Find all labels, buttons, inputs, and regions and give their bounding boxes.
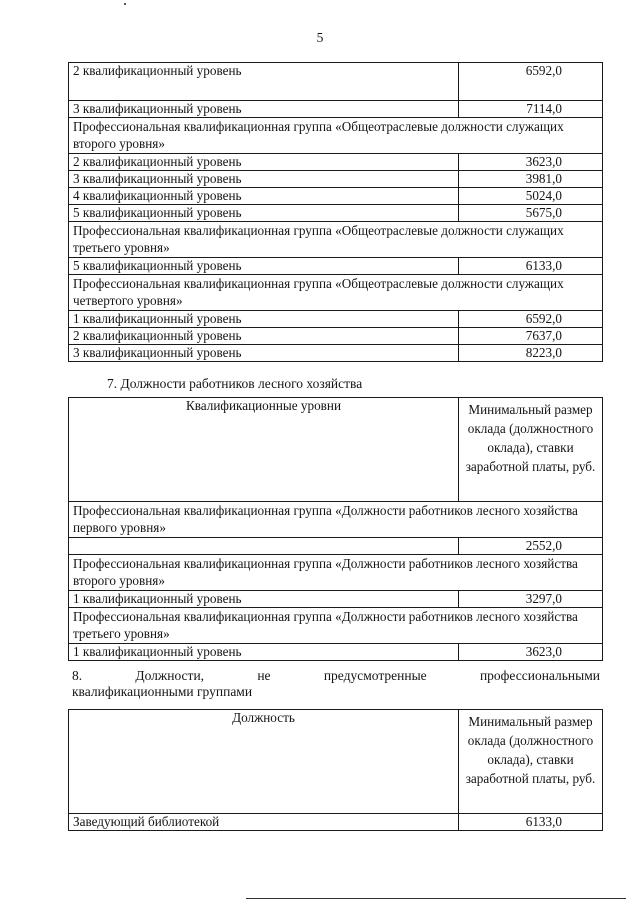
table-row [69,814,603,831]
forestry-salary-table [68,397,603,661]
group-label: Профессиональная квалификационная группа «Должности работников лесного хозяйства второго уровня» [69,555,603,591]
group-label: Профессиональная квалификационная группа «Общеотраслевые должности служащих второго уровня» [69,118,603,154]
table-row [69,311,603,328]
section-8-heading-line1: 8. Должности, не предусмотренные профессиональными [72,668,600,683]
level-label: 3 квалификационный уровень [69,171,459,188]
table-row [69,101,603,118]
salary-value: 2552,0 [459,538,603,555]
level-label: 1 квалификационный уровень [69,311,459,328]
table-row [69,154,603,171]
col-header-salary: Минимальный размер оклада (должностного оклада), ставки заработной платы, руб. [459,398,603,502]
level-label: 3 квалификационный уровень [69,345,459,362]
col-header-levels: Квалификационные уровни [69,398,459,502]
salary-value: 3297,0 [459,591,603,608]
group-row [69,222,603,258]
group-row [69,118,603,154]
level-label: 1 квалификационный уровень [69,644,459,661]
salary-value: 7637,0 [459,328,603,345]
level-label: 5 квалификационный уровень [69,258,459,275]
salary-value: 3623,0 [459,644,603,661]
group-label: Профессиональная квалификационная группа «Должности работников лесного хозяйства первого уровня» [69,502,603,538]
level-label: 2 квалификационный уровень [69,328,459,345]
other-positions-table [68,709,603,831]
salary-value: 6133,0 [459,814,603,831]
group-row [69,608,603,644]
group-label: Профессиональная квалификационная группа «Общеотраслевые должности служащих третьего уровня» [69,222,603,258]
salary-value: 8223,0 [459,345,603,362]
header-row [69,710,603,814]
salary-value: 6592,0 [459,311,603,328]
salary-value: 5024,0 [459,188,603,205]
salary-value: 3623,0 [459,154,603,171]
table-row [69,188,603,205]
level-label: 3 квалификационный уровень [69,101,459,118]
table-row [69,171,603,188]
salary-value: 7114,0 [459,101,603,118]
group-row [69,502,603,538]
salary-value: 6592,0 [459,63,603,101]
group-row [69,555,603,591]
table-row [69,345,603,362]
salary-table-continued [68,62,603,362]
scan-speck [124,3,126,5]
salary-value: 6133,0 [459,258,603,275]
level-label: 5 квалификационный уровень [69,205,459,222]
level-label: 1 квалификационный уровень [69,591,459,608]
level-label [69,538,459,555]
table-row [69,205,603,222]
table-row [69,591,603,608]
level-label: 2 квалификационный уровень [69,63,459,101]
section-7-heading: 7. Должности работников лесного хозяйства [107,376,363,391]
group-row [69,275,603,311]
section-8-heading [72,668,600,700]
col-header-position: Должность [69,710,459,814]
page-number: 5 [316,30,324,45]
col-header-salary: Минимальный размер оклада (должностного оклада), ставки заработной платы, руб. [459,710,603,814]
scan-edge-line [246,898,626,899]
table-row [69,63,603,101]
group-label: Профессиональная квалификационная группа «Должности работников лесного хозяйства третьего уровня» [69,608,603,644]
section-8-heading-line2: квалификационными группами [72,684,253,699]
level-label: 2 квалификационный уровень [69,154,459,171]
salary-value: 5675,0 [459,205,603,222]
position-label: Заведующий библиотекой [69,814,459,831]
group-label: Профессиональная квалификационная группа «Общеотраслевые должности служащих четвертого уровня» [69,275,603,311]
table-row [69,328,603,345]
level-label: 4 квалификационный уровень [69,188,459,205]
table-row [69,258,603,275]
table-row [69,644,603,661]
header-row [69,398,603,502]
salary-value: 3981,0 [459,171,603,188]
table-row [69,538,603,555]
